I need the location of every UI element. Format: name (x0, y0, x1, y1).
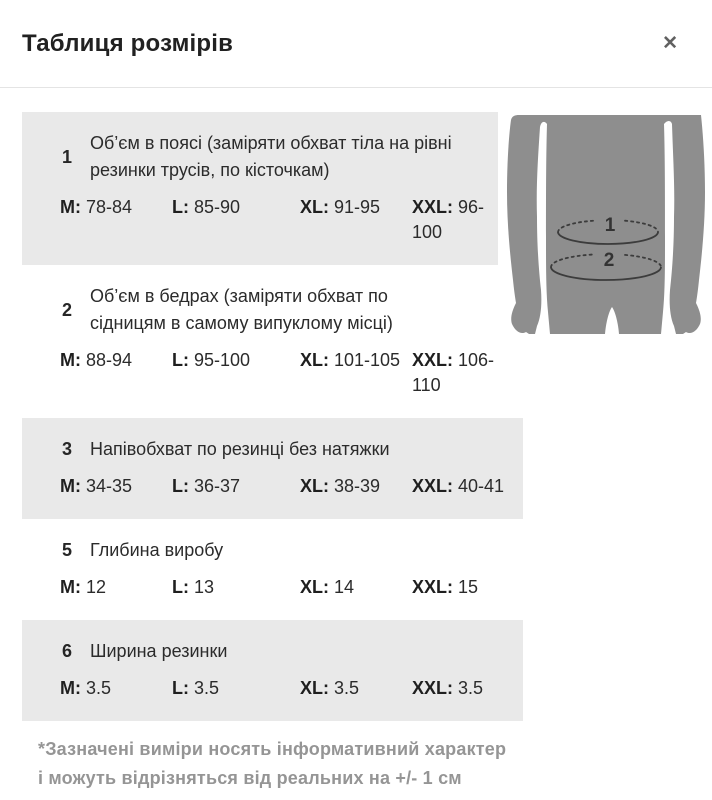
size-value: 95-100 (194, 350, 251, 370)
footnote (22, 735, 706, 793)
size-cell-m (60, 348, 172, 398)
footnote-line: *Зазначені виміри носять інформативний характер (38, 739, 507, 759)
sizes-row (60, 195, 488, 245)
row-description (90, 436, 390, 463)
row-description-line (60, 638, 513, 665)
size-cell-xl (300, 676, 412, 701)
row-number: 6 (62, 641, 73, 661)
description-line: сідницям в самому випуклому місці) (90, 313, 393, 333)
size-cell-xxl (412, 575, 513, 600)
close-button[interactable] (658, 30, 682, 57)
size-value: 40-41 (458, 476, 505, 496)
size-label: L: (172, 476, 189, 496)
size-cell-xl (300, 348, 412, 398)
size-label: XXL: (412, 577, 454, 597)
sizes-row (60, 676, 513, 701)
waist-measure-label: 1 (604, 215, 616, 236)
size-value: 3.5 (194, 678, 220, 698)
size-label: XXL: (412, 197, 454, 217)
size-value: 14 (334, 577, 355, 597)
description-line: Напівобхват по резинці без натяжки (90, 439, 390, 459)
sizes-row (60, 474, 513, 499)
size-label: M: (60, 678, 81, 698)
size-cell-xxl (412, 348, 494, 398)
size-label: XL: (300, 476, 329, 496)
size-cell-xl (300, 474, 412, 499)
row-description (90, 638, 227, 665)
size-cell-l (172, 348, 300, 398)
size-label: XL: (300, 577, 329, 597)
size-row-hips (22, 265, 498, 418)
size-label: M: (60, 197, 81, 217)
size-label: L: (172, 577, 189, 597)
row-description-line (60, 130, 488, 184)
size-value: 15 (458, 577, 479, 597)
row-description-line (60, 436, 513, 463)
size-cell-xxl (412, 676, 513, 701)
size-value: 34-35 (86, 476, 133, 496)
size-label: XXL: (412, 678, 454, 698)
size-label: XXL: (412, 476, 454, 496)
size-value: 106-110 (412, 350, 495, 395)
size-value: 3.5 (334, 678, 360, 698)
size-row-waist (22, 112, 498, 265)
row-number: 5 (62, 540, 73, 560)
size-cell-l (172, 575, 300, 600)
description-line: Об’єм в поясі (заміряти обхват тіла на рівні (90, 133, 452, 153)
description-line: резинки трусів, по кісточкам) (90, 160, 330, 180)
size-value: 85-90 (194, 197, 241, 217)
size-value: 101-105 (334, 350, 401, 370)
size-value: 78-84 (86, 197, 133, 217)
size-cell-m (60, 676, 172, 701)
size-label: M: (60, 350, 81, 370)
page-title: Таблиця розмірів (22, 29, 234, 57)
row-description (90, 130, 452, 184)
hip-measure-label: 2 (603, 250, 615, 271)
body-silhouette-image (506, 112, 706, 337)
size-label: L: (172, 678, 189, 698)
size-cell-m (60, 474, 172, 499)
size-cell-l (172, 474, 300, 499)
size-cell-m (60, 195, 172, 245)
size-cell-xl (300, 575, 412, 600)
size-label: L: (172, 350, 189, 370)
size-value: 3.5 (86, 678, 112, 698)
size-cell-xxl (412, 195, 488, 245)
measurement-diagram (506, 112, 706, 342)
size-value: 36-37 (194, 476, 241, 496)
row-number: 3 (62, 439, 73, 459)
size-value: 88-94 (86, 350, 133, 370)
size-cell-l (172, 195, 300, 245)
size-cell-xl (300, 195, 412, 245)
size-chart-content (0, 88, 712, 793)
size-label: L: (172, 197, 189, 217)
size-cell-xxl (412, 474, 513, 499)
size-value: 38-39 (334, 476, 381, 496)
size-label: XL: (300, 197, 329, 217)
footnote-line: і можуть відрізняться від реальних на +/- 1 см (38, 768, 462, 788)
size-cell-m (60, 575, 172, 600)
size-value: 13 (194, 577, 215, 597)
size-row-depth (22, 519, 523, 620)
row-description (90, 537, 223, 564)
size-row-elastic-width (22, 620, 523, 721)
top-row (22, 112, 706, 418)
measurement-rows-column (22, 112, 498, 418)
size-row-half-girth (22, 418, 523, 519)
size-label: XL: (300, 678, 329, 698)
modal-header (0, 0, 712, 88)
description-line: Ширина резинки (90, 641, 228, 661)
row-number: 1 (62, 146, 73, 167)
size-value: 12 (86, 577, 107, 597)
size-label: XL: (300, 350, 329, 370)
row-description-line (60, 537, 513, 564)
size-value: 91-95 (334, 197, 381, 217)
size-label: XXL: (412, 350, 454, 370)
description-line: Об’єм в бедрах (заміряти обхват по (90, 286, 388, 306)
size-label: M: (60, 476, 81, 496)
size-value: 3.5 (458, 678, 484, 698)
size-label: M: (60, 577, 81, 597)
row-description-line (60, 283, 488, 337)
size-cell-l (172, 676, 300, 701)
description-line: Глибина виробу (90, 540, 224, 560)
row-description (90, 283, 393, 337)
sizes-row (60, 348, 495, 398)
size-value: 96-100 (412, 197, 485, 242)
row-number: 2 (62, 299, 73, 320)
sizes-row (60, 575, 513, 600)
close-icon: ✕ (662, 33, 678, 54)
